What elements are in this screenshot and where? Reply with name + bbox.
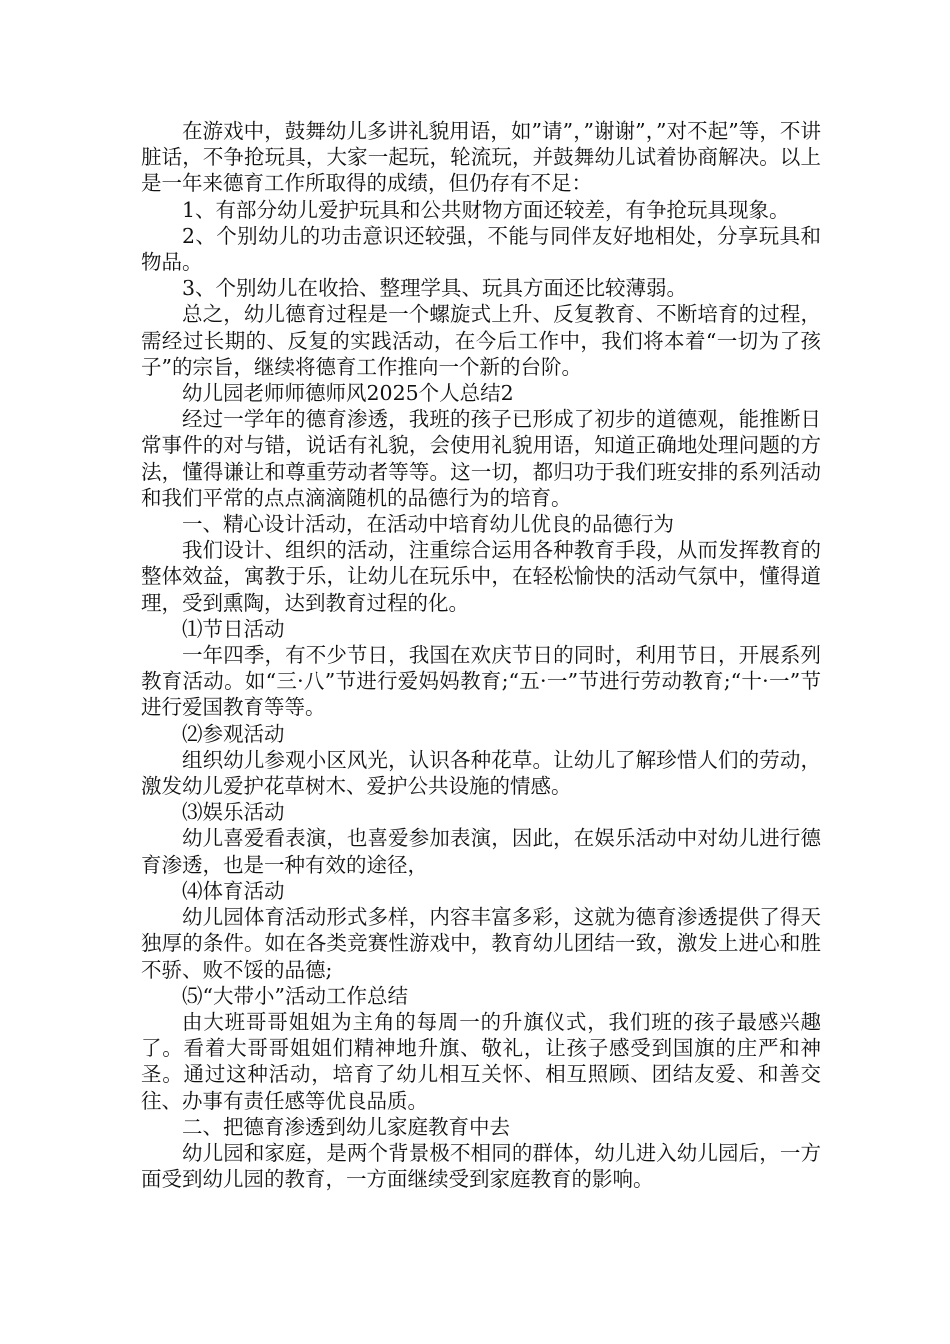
subheading: ⑷体育活动 <box>182 878 285 903</box>
list-item: 1、有部分幼儿爱护玩具和公共财物方面还较差，有争抢玩具现象。 <box>182 197 790 222</box>
paragraph: 一年四季，有不少节日，我国在欢庆节日的同时，利用节日，开展系列教育活动。如“三·八”节进行爱妈妈教育;“五·一”节进行劳动教育;“十·一”节进行爱国教育等等。 <box>141 643 821 720</box>
subheading: ⑴节日活动 <box>182 616 285 641</box>
paragraph: 幼儿喜爱看表演，也喜爱参加表演，因此，在娱乐活动中对幼儿进行德育渗透，也是一种有效的途径， <box>141 826 821 877</box>
paragraph: 我们设计、组织的活动，注重综合运用各种教育手段，从而发挥教育的整体效益，寓教于乐，让幼儿在玩乐中，在轻松愉快的活动气氛中，懂得道理，受到熏陶，达到教育过程的化。 <box>141 538 821 615</box>
list-item: 2、个别幼儿的功击意识还较强，不能与同伴友好地相处，分享玩具和物品。 <box>141 223 821 275</box>
subheading: ⑸“大带小”活动工作总结 <box>182 983 408 1008</box>
document-body <box>141 118 821 1192</box>
paragraph: 幼儿园体育活动形式多样，内容丰富多彩，这就为德育渗透提供了得天独厚的条件。如在各类竞赛性游戏中，教育幼儿团结一致，激发上进心和胜不骄、败不馁的品德; <box>141 905 821 982</box>
paragraph: 幼儿园和家庭，是两个背景极不相同的群体，幼儿进入幼儿园后，一方面受到幼儿园的教育，一方面继续受到家庭教育的影响。 <box>141 1140 821 1192</box>
subheading: ⑵参观活动 <box>182 721 285 746</box>
section-heading: 一、精心设计活动，在活动中培育幼儿优良的品德行为 <box>182 512 674 537</box>
section-heading: 二、把德育渗透到幼儿家庭教育中去 <box>182 1114 510 1139</box>
paragraph: 总之，幼儿德育过程是一个螺旋式上升、反复教育、不断培育的过程，需经过长期的、反复的实践活动，在今后工作中，我们将本着“一切为了孩子”的宗旨，继续将德育工作推向一个新的台阶。 <box>141 302 821 379</box>
list-item: 3、个别幼儿在收拾、整理学具、玩具方面还比较薄弱。 <box>182 276 688 301</box>
paragraph: 由大班哥哥姐姐为主角的每周一的升旗仪式，我们班的孩子最感兴趣了。看着大哥哥姐姐们精神地升旗、敬礼，让孩子感受到国旗的庄严和神圣。通过这种活动，培育了幼儿相互关怀、相互照顾、团结友爱、和善交往、办事有责任感等优良品质。 <box>141 1009 821 1113</box>
paragraph: 在游戏中，鼓舞幼儿多讲礼貌用语，如”请”，”谢谢”，”对不起”等，不讲脏话，不争抢玩具，大家一起玩，轮流玩，并鼓舞幼儿试着协商解决。以上是一年来德育工作所取得的成绩，但仍存有不足： <box>141 119 821 196</box>
paragraph: 经过一学年的德育渗透，我班的孩子已形成了初步的道德观，能推断日常事件的对与错，说话有礼貌，会使用礼貌用语，知道正确地处理问题的方法，懂得谦让和尊重劳动者等等。这一切，都归功于我们班安排的系列活动和我们平常的点点滴滴随机的品德行为的培育。 <box>141 407 821 510</box>
paragraph: 组织幼儿参观小区风光，认识各种花草。让幼儿了解珍惜人们的劳动，激发幼儿爱护花草树木、爱护公共设施的情感。 <box>141 747 821 799</box>
subheading: ⑶娱乐活动 <box>182 800 285 825</box>
section-title: 幼儿园老师师德师风2025个人总结2 <box>182 381 514 406</box>
